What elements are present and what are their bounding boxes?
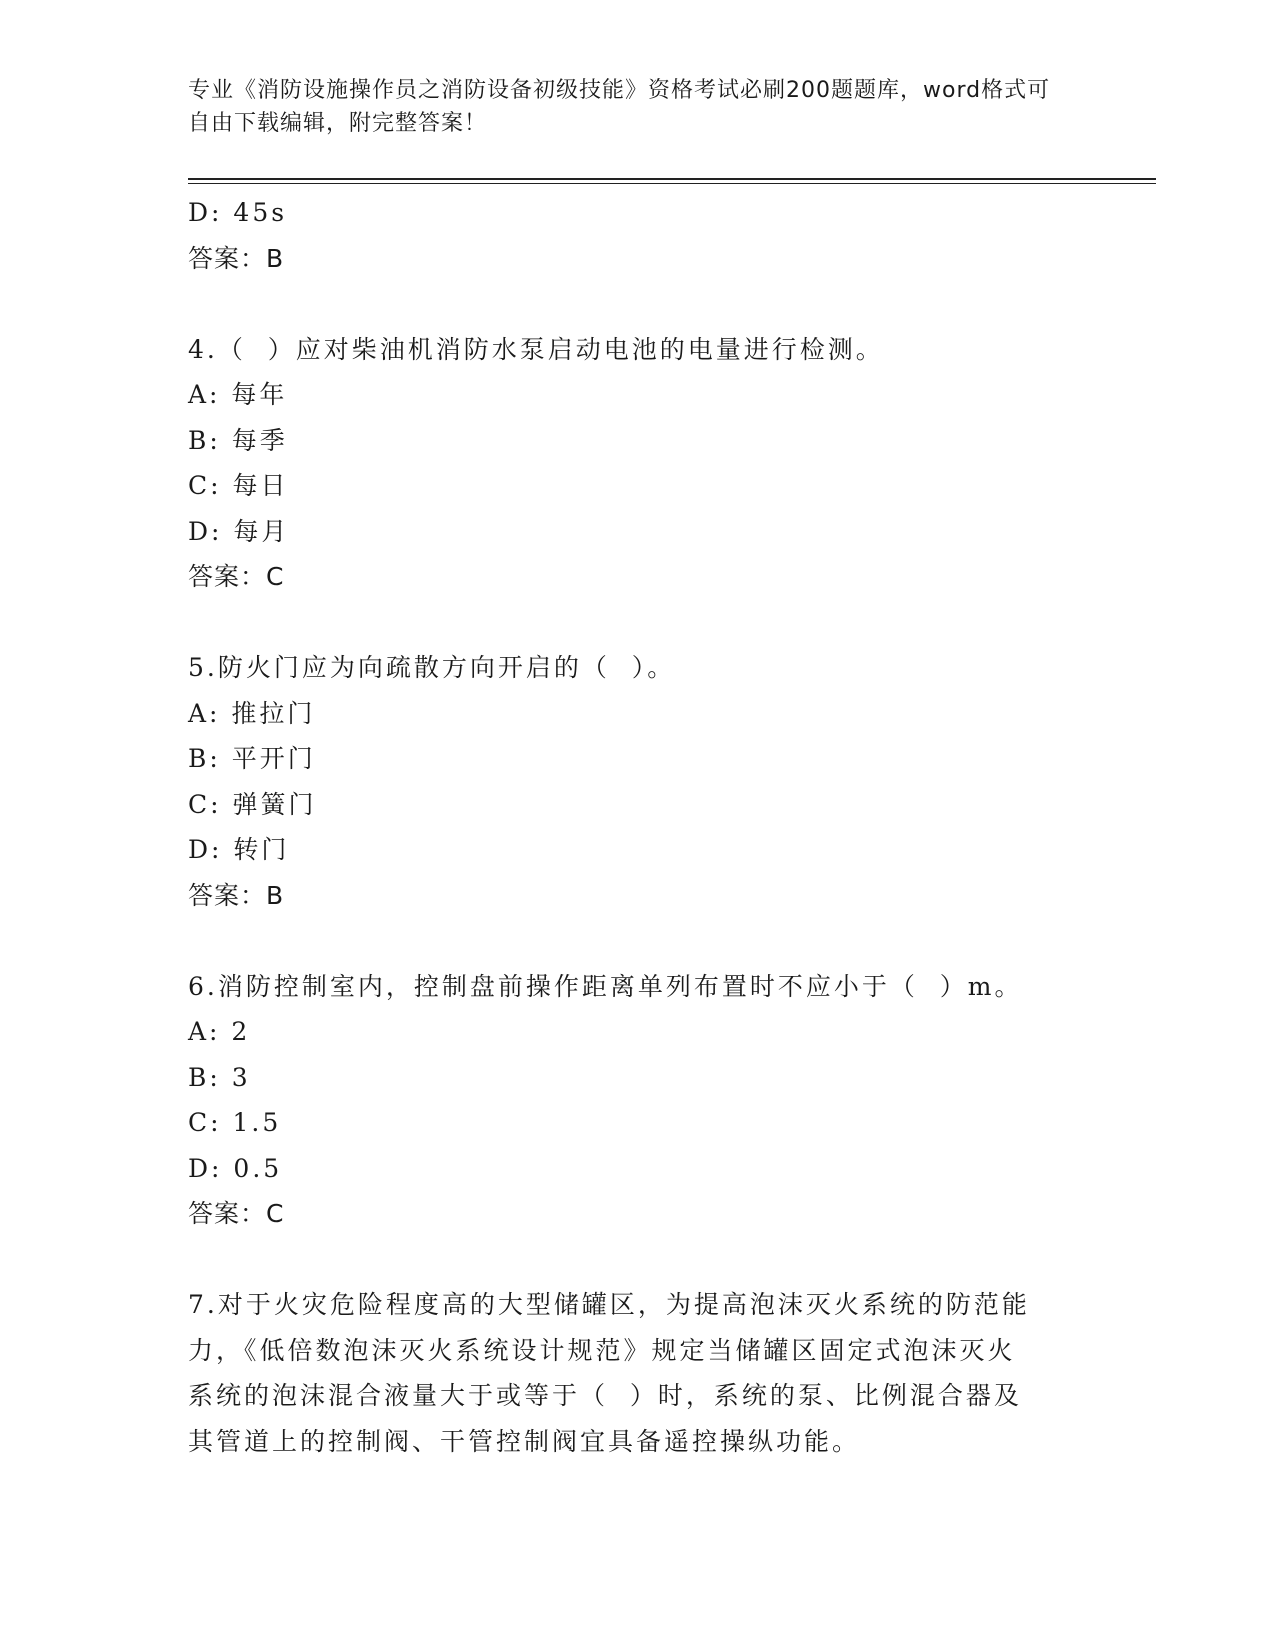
question-stem-line: 系统的泡沫混合液量大于或等于（ ）时，系统的泵、比例混合器及	[188, 1381, 1022, 1410]
answer-line: 答案：C	[188, 562, 285, 591]
question-block-6	[188, 964, 1088, 1237]
answer-line: 答案：B	[188, 243, 285, 273]
answer-line: 答案：C	[188, 1199, 285, 1228]
option-a: A: 2	[188, 1017, 251, 1046]
option-c: C: 1.5	[188, 1108, 282, 1137]
question-stem: 5.防火门应为向疏散方向开启的（ ）。	[188, 653, 676, 682]
question-stem-line: 7.对于火灾危险程度高的大型储罐区，为提高泡沫灭火系统的防范能	[188, 1290, 1030, 1319]
question-block-7	[188, 1282, 1088, 1464]
header-rule-thick	[188, 178, 1156, 180]
question-list	[188, 190, 1088, 1464]
option-b: B: 平开门	[188, 744, 316, 773]
question-block-4	[188, 327, 1088, 600]
option-a: A: 推拉门	[188, 698, 316, 728]
question-stem: 6.消防控制室内，控制盘前操作距离单列布置时不应小于（ ）m。	[188, 971, 1023, 1001]
option-c: C: 弹簧门	[188, 789, 317, 819]
option-d: D: 每月	[188, 516, 290, 546]
question-stem-line: 力，《低倍数泡沫灭火系统设计规范》规定当储罐区固定式泡沫灭火	[188, 1335, 1016, 1365]
option-d: D: 转门	[188, 835, 290, 864]
question-block-3-tail	[188, 190, 1088, 281]
answer-line: 答案：B	[188, 880, 285, 910]
option-c: C: 每日	[188, 471, 289, 500]
option-b: B: 每季	[188, 425, 288, 455]
option-a: A: 每年	[188, 380, 288, 409]
question-stem: 4.（ ）应对柴油机消防水泵启动电池的电量进行检测。	[188, 334, 884, 364]
header-rule-thin	[188, 183, 1156, 184]
question-block-5	[188, 645, 1088, 918]
option-d: D: 0.5	[188, 1153, 283, 1183]
option-d: D: 45s	[188, 198, 288, 227]
question-stem-line: 其管道上的控制阀、干管控制阀宜具备遥控操纵功能。	[188, 1426, 861, 1456]
option-b: B: 3	[188, 1062, 251, 1092]
page-header: 专业《消防设施操作员之消防设备初级技能》资格考试必刷200题题库，word格式可自由下载编辑，附完整答案！	[188, 78, 1051, 136]
